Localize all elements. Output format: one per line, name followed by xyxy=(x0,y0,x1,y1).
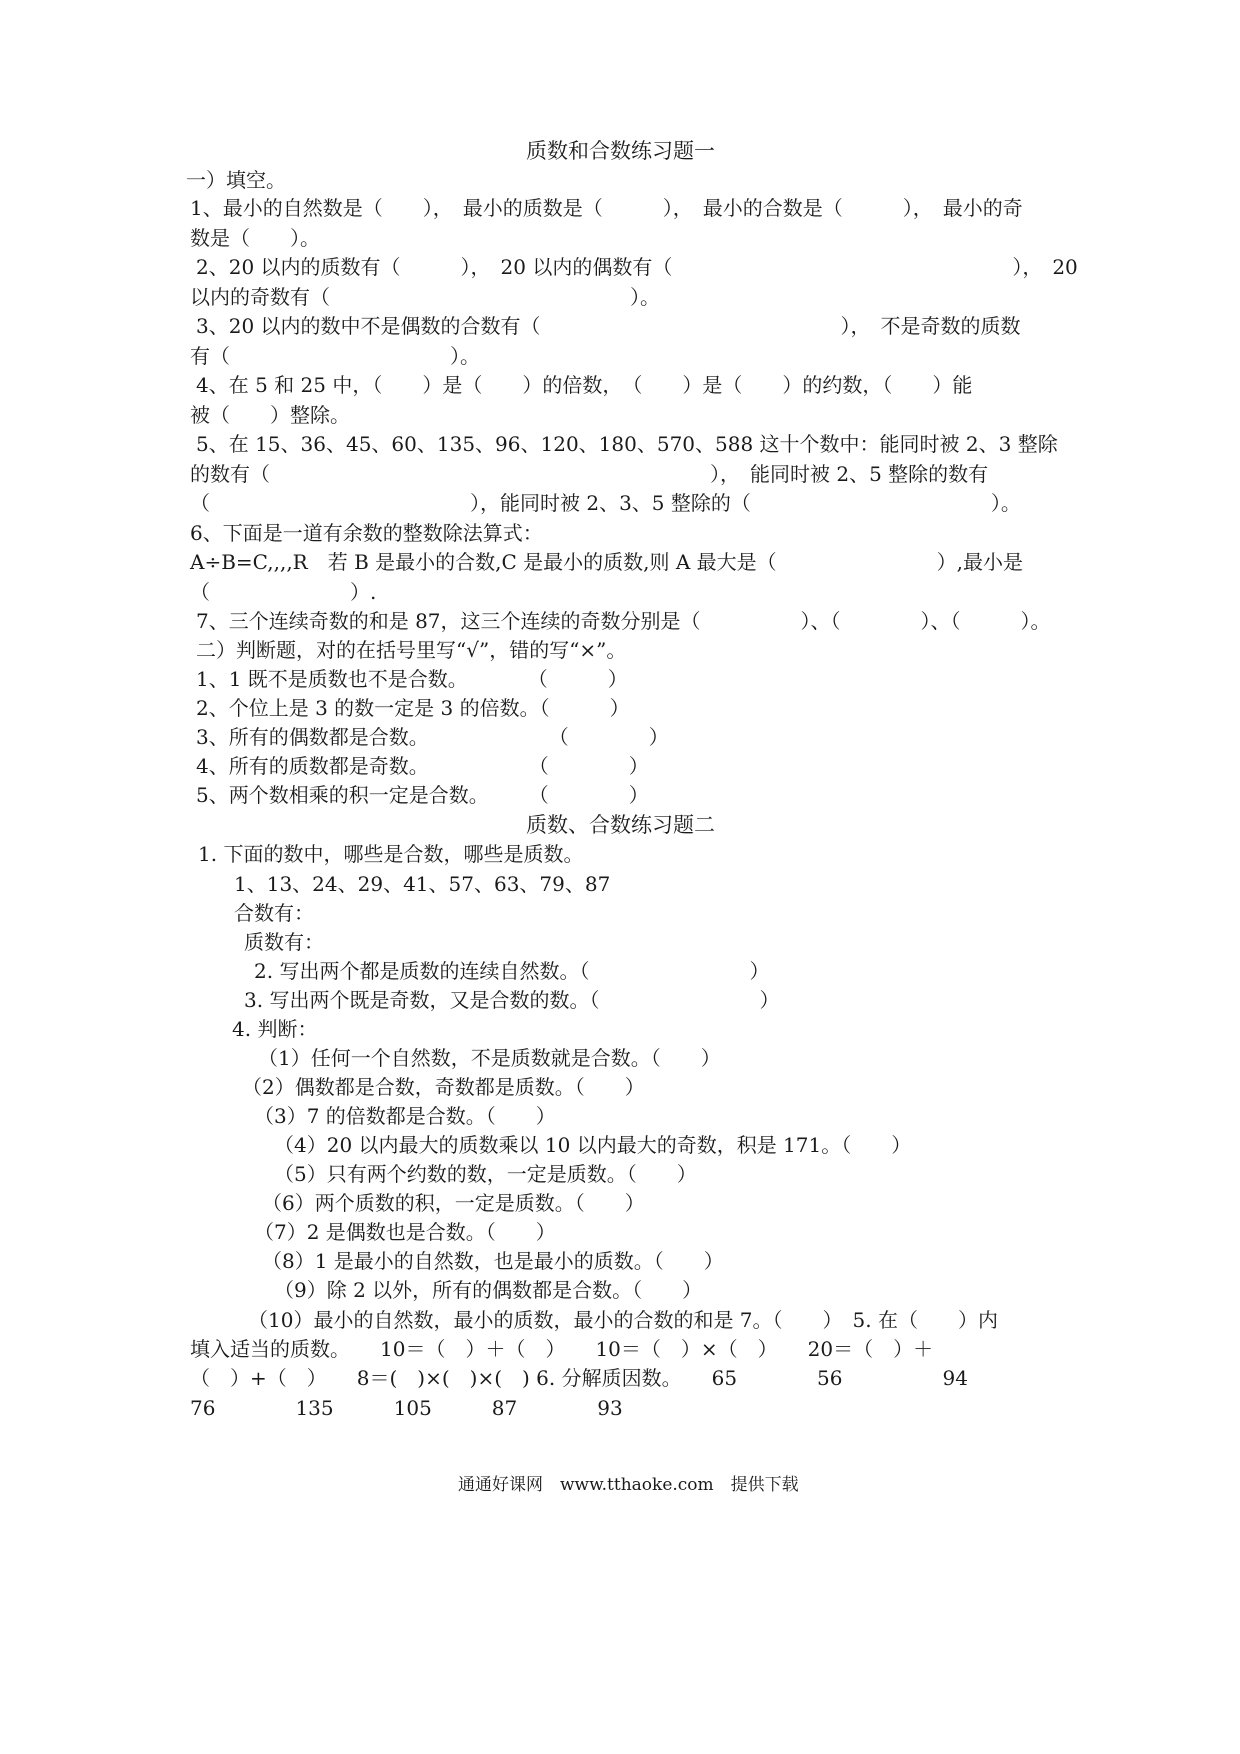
true-false-line: 4、所有的质数都是奇数。 （ ） xyxy=(196,754,649,778)
question-line: A÷B=C,,,,R 若 B 是最小的合数,C 是最小的质数,则 A 最大是（ ）,最小是 xyxy=(190,550,1024,574)
title-exercise-1: 质数和合数练习题一 xyxy=(526,139,715,163)
question-line: 以内的奇数有（ ）。 xyxy=(190,285,660,309)
question-line: 被（ ）整除。 xyxy=(190,403,350,427)
title-exercise-2: 质数、合数练习题二 xyxy=(526,813,715,837)
true-false-line: 1、1 既不是质数也不是合数。 （ ） xyxy=(196,667,628,691)
question-line: （ ）. xyxy=(190,580,377,604)
question-line: 7、三个连续奇数的和是 87，这三个连续的奇数分别是（ ）、（ ）、（ ）。 xyxy=(196,609,1051,633)
exercise-line: 填入适当的质数。 10＝（ ）＋（ ） 10＝（ ）×（ ） 20＝（ ）＋ xyxy=(190,1337,934,1361)
exercise-line: 4. 判断： xyxy=(232,1017,318,1041)
question-line: 4、在 5 和 25 中，（ ）是（ ）的倍数， （ ）是（ ）的约数，（ ）能 xyxy=(196,373,973,397)
exercise-line: 质数有： xyxy=(244,930,324,954)
question-line: （ ），能同时被 2、3、5 整除的（ ）。 xyxy=(190,491,1021,515)
exercise-line: （9）除 2 以外，所有的偶数都是合数。（ ） xyxy=(274,1278,703,1302)
question-line: 数是（ ）。 xyxy=(190,226,320,250)
true-false-line: 3、所有的偶数都是合数。 （ ） xyxy=(196,725,669,749)
question-line: 3、20 以内的数中不是偶数的合数有（ ）， 不是奇数的质数 xyxy=(196,314,1021,338)
question-line: 1、最小的自然数是（ ）， 最小的质数是（ ）， 最小的合数是（ ）， 最小的奇 xyxy=(190,196,1023,220)
exercise-line: 2. 写出两个都是质数的连续自然数。（ ） xyxy=(254,959,770,983)
question-line: 5、在 15、36、45、60、135、96、120、180、570、588 这十个数中：能同时被 2、3 整除 xyxy=(196,432,1058,456)
exercise-line: （2）偶数都是合数，奇数都是质数。（ ） xyxy=(242,1075,645,1099)
exercise-line: （5）只有两个约数的数，一定是质数。（ ） xyxy=(274,1162,697,1186)
exercise-line: 合数有： xyxy=(234,901,314,925)
true-false-line: 2、个位上是 3 的数一定是 3 的倍数。（ ） xyxy=(196,696,630,720)
exercise-line: （10）最小的自然数，最小的质数，最小的合数的和是 7。（ ） 5. 在（ ）内 xyxy=(248,1308,998,1332)
exercise-line: 76 135 105 87 93 xyxy=(190,1396,623,1420)
section-heading-fill-blank: 一）填空。 xyxy=(186,168,286,192)
exercise-line: 1、13、24、29、41、57、63、79、87 xyxy=(234,872,611,896)
exercise-line: 1. 下面的数中，哪些是合数，哪些是质数。 xyxy=(198,842,584,866)
exercise-line: （6）两个质数的积，一定是质数。（ ） xyxy=(262,1191,645,1215)
footer-source: 通通好课网 www.tthaoke.com 提供下载 xyxy=(458,1475,799,1495)
exercise-line: （ ）+（ ） 8＝( )×( )×( ) 6. 分解质因数。 65 56 94 xyxy=(190,1366,968,1390)
exercise-line: （8）1 是最小的自然数，也是最小的质数。（ ） xyxy=(262,1249,724,1273)
question-line: 6、下面是一道有余数的整数除法算式： xyxy=(190,521,543,545)
question-line: 的数有（ ）， 能同时被 2、5 整除的数有 xyxy=(190,462,989,486)
section-heading-true-false: 二）判断题，对的在括号里写“√”，错的写“×”。 xyxy=(196,638,627,662)
exercise-line: （4）20 以内最大的质数乘以 10 以内最大的奇数，积是 171。（ ） xyxy=(274,1133,912,1157)
true-false-line: 5、两个数相乘的积一定是合数。 （ ） xyxy=(196,783,649,807)
exercise-line: （7）2 是偶数也是合数。（ ） xyxy=(254,1220,556,1244)
exercise-line: 3. 写出两个既是奇数，又是合数的数。（ ） xyxy=(244,988,780,1012)
exercise-line: （1）任何一个自然数，不是质数就是合数。（ ） xyxy=(258,1046,721,1070)
question-line: 有（ ）。 xyxy=(190,344,480,368)
question-line: 2、20 以内的质数有（ ）， 20 以内的偶数有（ ）， 20 xyxy=(196,255,1078,279)
exercise-line: （3）7 的倍数都是合数。（ ） xyxy=(254,1104,556,1128)
